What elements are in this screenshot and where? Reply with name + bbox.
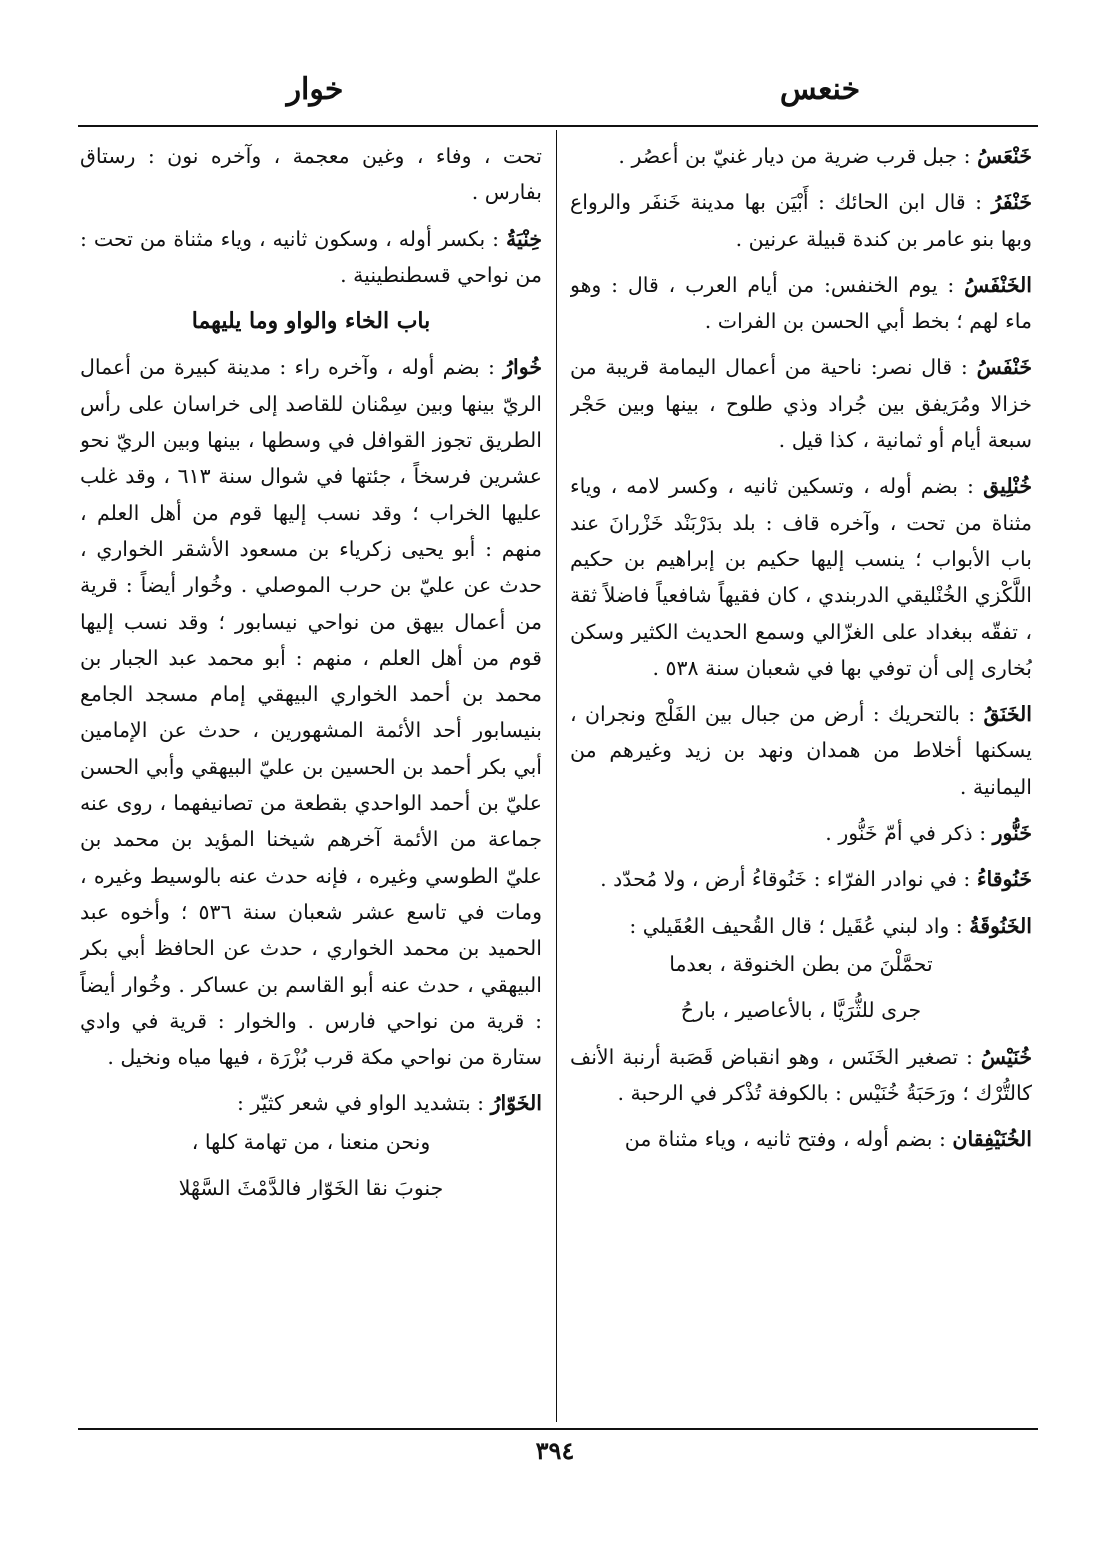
entry-text: : قال نصر: ناحية من أعمال اليمامة قريبة من خزالا ومُرَيفق بين جُراد وذي طلوح ، بينها وبين حَجْر سبعة أيام أو ثمانية ، كذا قيل . [570,355,1032,453]
entry [80,1085,542,1121]
entry [570,1039,1032,1112]
entry-term: خَنْعَسُ [977,144,1032,168]
entry-term: خُوارُ [503,355,542,380]
entry-term: الخُنَيْفِقان [952,1127,1032,1152]
entry [80,349,542,1075]
entry-term: الخَوّارُ [490,1091,542,1116]
entry-term: الخَنُوقَةُ [969,913,1032,938]
entry [80,221,542,294]
entry-term: الخَنْفَسُ [964,272,1032,297]
entry-term: خَنُّور [992,821,1032,846]
entry [570,468,1032,686]
entry-text: : تصغير الخَنَس ، وهو انقباض قَصَبة أرنبة الأنف كالتُّرْك ؛ ورَحَبَةُ خُنَيْس : بالكوفة تُذْكر في الرحبة . [570,1044,1032,1105]
entry [570,908,1032,944]
entry-term: خَنْفَرُ [991,190,1032,215]
entry-text: : بالتحريك : أرض من جبال بين الفَلْج ونجران ، يسكنها أخلاط من همدان ونهد بن زيد وغيرهم من اليمانية . [570,702,1032,799]
entry-text: : بكسر أوله ، وسكون ثانيه ، وياء مثناة من تحت : من نواحي قسطنطينية . [80,226,542,287]
entry [570,349,1032,458]
entry-text: : بضم أوله ، وفتح ثانيه ، وياء مثناة من [624,1127,946,1152]
entry-text: : بضم أوله ، وتسكين ثانيه ، وكسر لامه ، وياء مثناة من تحت ، وآخره قاف : بلد بدَرْبَنْد خَزْرانَ عند باب الأبواب ؛ ينسب إليها حكيم بن إبراهيم بن حكيم اللَّكْزي الخُنْليقي الدربندي ، كان فقيهاً شافعياً فاضلاً ثقة ، تفقّه ببغداد على الغزّالي وسمع الحديث الكثير وسكن بُخارى إلى أن توفي بها في شعبان سنة ٥٣٨ . [570,474,1032,680]
column-divider [556,130,557,1422]
verse-line: جنوبَ نقا الخَوّار فالدَّمْثَ السَّهْلا [178,1176,444,1201]
entry-term: الخَنَقُ [983,702,1032,727]
entry [570,267,1032,340]
verse-block [570,946,1032,1029]
entry [570,696,1032,805]
entry-term: خَنْفَسُ [976,355,1032,380]
continuation-text: تحت ، وفاء ، وغين معجمة ، وآخره نون : رستاق بفارس . [80,144,542,205]
entry [570,138,1032,174]
entry-text: : قال ابن الحائك : أَبْيَن بها مدينة خَنفَر والرواع وبها بنو عامر بن كندة قبيلة عرنين . [570,190,1032,251]
entry [570,861,1032,897]
page-number: ٣٩٤ [535,1436,575,1465]
entry-term: خُنَيْسُ [980,1044,1032,1069]
entry-text: : بتشديد الواو في شعر كثيّر : [236,1091,485,1116]
entry-term: خِنْيَةُ [505,226,542,251]
section-heading: باب الخاء والواو وما يليهما [191,308,431,335]
header-rule [78,125,1038,127]
entry-text: : يوم الخنفس: من أيام العرب ، قال : وهو ماء لهم ؛ بخط أبي الحسن بن الفرات . [570,272,1032,334]
entry-text: : ذكر في أمّ خَنُّور . [825,821,987,846]
entry [570,1121,1032,1157]
verse-line: جرى للثُّرَيَّا ، بالأعاصير ، بارحُ [680,998,922,1023]
entry-term: خُنْلِيق [983,474,1032,499]
entry [570,184,1032,257]
verse-block [80,1124,542,1207]
entry-text: : واد لبني عُقَيل ؛ قال القُحيف العُقَيلي : [629,913,963,938]
footer-rule [78,1428,1038,1430]
running-header-left: خوار [286,72,344,107]
entry-text: : بضم أوله ، وآخره راء : مدينة كبيرة من أعمال الريّ بينها وبين سِمْنان للقاصد إلى خراسان على رأس الطريق تجوز القوافل في وسطها ، بينها وبين الريّ نحو عشرين فرسخاً ، جئتها في شوال سنة ٦١٣ ، وقد غلب عليها الخراب ؛ وقد نسب إليها قوم من أهل العلم ، منهم : أبو يحيى زكرياء بن مسعود الأشقر الخواري ، حدث عن عليّ بن حرب الموصلي . وخُوار أيضاً : قرية من أعمال بيهق من نواحي نيسابور ؛ وقد نسب إليها قوم من أهل العلم ، منهم : أبو محمد عبد الجبار بن محمد بن أحمد الخواري البيهقي إمام مسجد الجامع بنيسابور أحد الأئمة المشهورين ، حدث عن الإمامين أبي بكر أحمد بن الحسين بن عليّ البيهقي وأبي الحسن عليّ بن أحمد الواحدي بقطعة من تصانيفهما ، روى عنه جماعة من الأئمة آخرهم شيخنا المؤيد بن محمد بن عليّ الطوسي وغيره ، فإنه حدث عنه بالوسيط وغيره ، ومات في تاسع عشر شعبان سنة ٥٣٦ ؛ وأخوه عبد الحميد بن محمد الخواري ، حدث عن الحافظ أبي بكر البيهقي ، حدث عنه أبو القاسم بن عساكر . وخُوار أيضاً : قرية من نواحي فارس . والخوار : قرية في وادي ستارة من نواحي مكة قرب بُزْرَة ، فيها مياه ونخيل . [80,355,542,1070]
right-column [570,138,1032,1420]
left-column [80,138,542,1420]
entry-text: : جبل قرب ضرية من ديار غنيّ بن أعصُر . [618,144,971,168]
entry [570,815,1032,851]
verse-line: تحمَّلْنَ من بطن الخنوقة ، بعدما [669,951,933,976]
running-header-right: خنعس [779,72,861,107]
entry-text: : في نوادر الفرّاء : خَنُوقاءُ أرض ، ولا مُحدّد . [600,867,971,892]
entry-term: خَنُوقاءُ [976,867,1032,892]
verse-line: ونحن منعنا ، من تهامة كلها ، [191,1129,431,1154]
